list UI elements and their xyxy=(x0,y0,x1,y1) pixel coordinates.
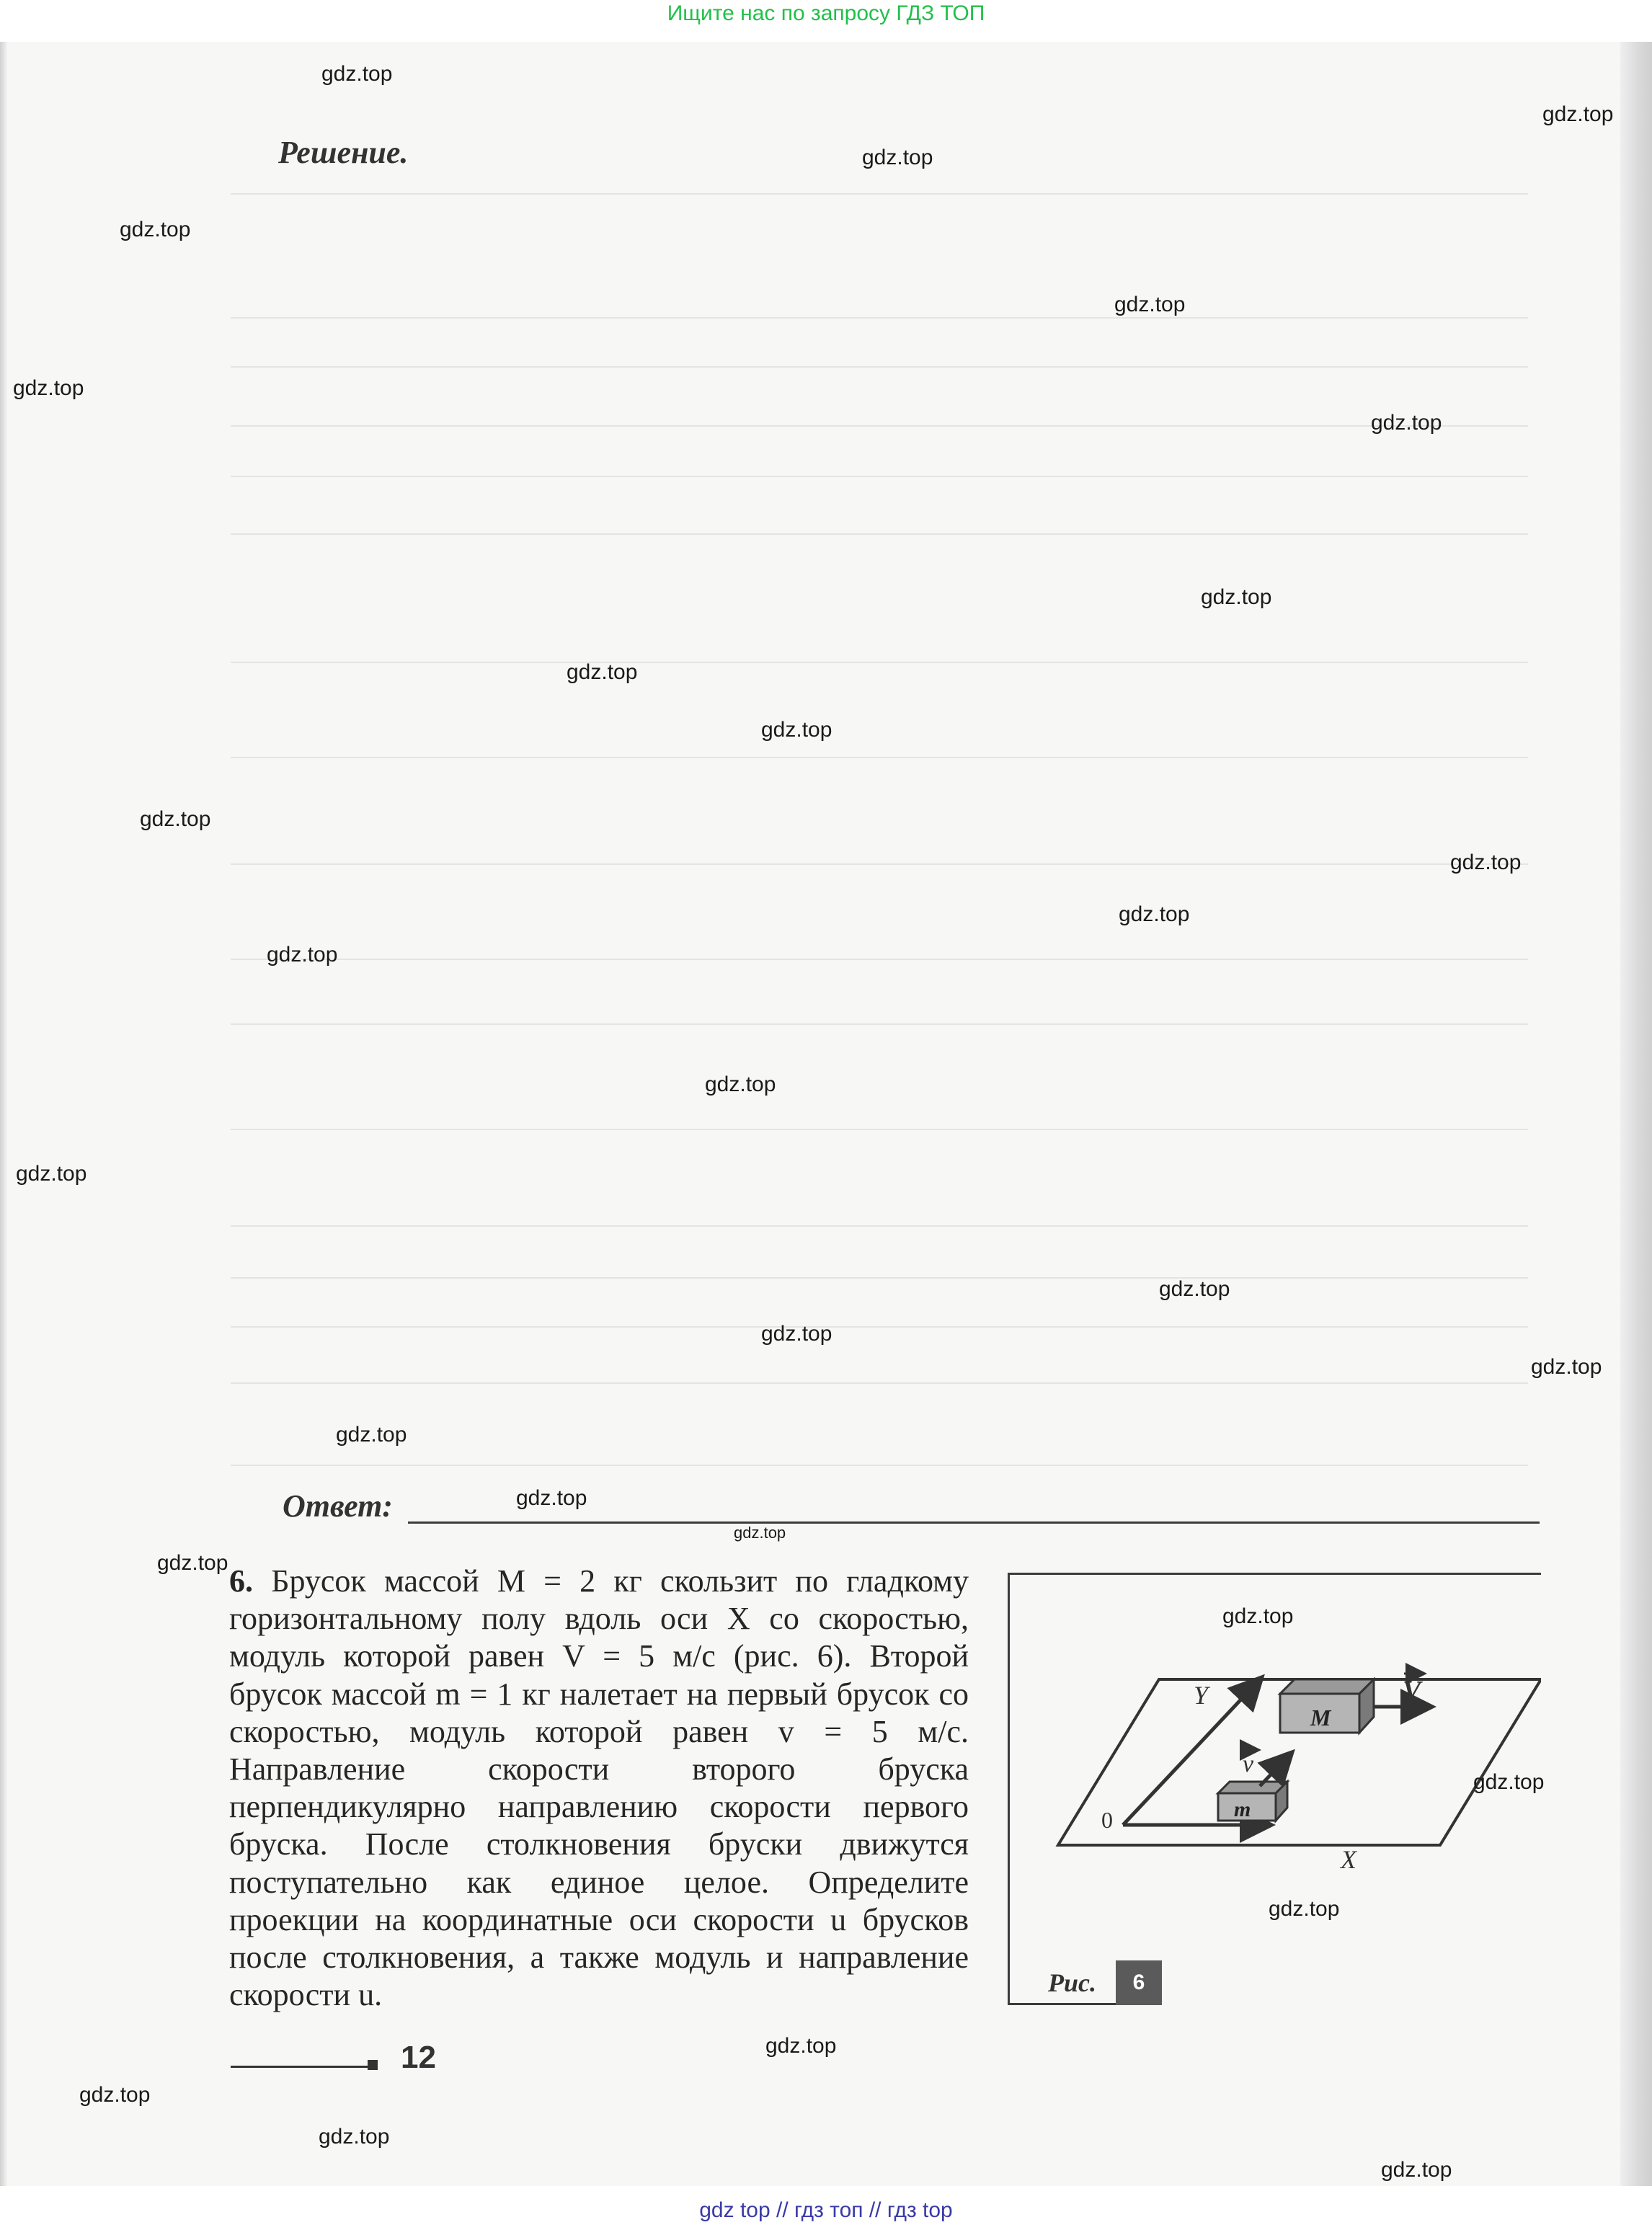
figure-6 xyxy=(1008,1573,1541,2005)
bleed-through-line xyxy=(231,1465,1528,1466)
bleed-through-line xyxy=(231,193,1528,195)
scan-right-edge xyxy=(1620,42,1652,2186)
bleed-through-line xyxy=(231,366,1528,368)
bleed-through-line xyxy=(231,1129,1528,1130)
block-big-label: M xyxy=(1310,1705,1331,1731)
watermark: gdz.top xyxy=(705,1072,776,1096)
bleed-through-line xyxy=(231,1382,1528,1384)
bleed-through-line xyxy=(231,1326,1528,1328)
watermark: gdz.top xyxy=(1531,1355,1602,1379)
watermark: gdz.top xyxy=(157,1551,228,1575)
watermark: gdz.top xyxy=(1269,1897,1340,1921)
watermark: gdz.top xyxy=(120,218,191,241)
problem-6 xyxy=(229,1563,969,2014)
bleed-through-line xyxy=(231,425,1528,427)
watermark: gdz.top xyxy=(336,1423,407,1447)
scan-left-edge xyxy=(0,42,7,2186)
origin-label: 0 xyxy=(1101,1807,1113,1833)
bleed-through-line xyxy=(231,317,1528,319)
page-number-rule xyxy=(231,2066,368,2068)
watermark: gdz.top xyxy=(267,943,338,967)
watermark: gdz.top xyxy=(321,62,393,86)
bleed-through-line xyxy=(231,1023,1528,1025)
bleed-through-line xyxy=(231,959,1528,960)
watermark: gdz.top xyxy=(1473,1770,1545,1794)
answer-line xyxy=(408,1522,1540,1524)
velocity-big-label: V xyxy=(1403,1676,1421,1706)
footer-banner[interactable]: gdz top // гдз топ // гдз top xyxy=(699,2198,953,2222)
watermark: gdz.top xyxy=(13,376,84,400)
watermark: gdz.top xyxy=(516,1486,587,1510)
watermark: gdz.top xyxy=(761,718,832,742)
bleed-through-line xyxy=(231,1225,1528,1227)
watermark: gdz.top xyxy=(765,2034,837,2058)
watermark: gdz.top xyxy=(1222,1604,1294,1628)
block-small xyxy=(1218,1782,1287,1821)
page-number: 12 xyxy=(401,2040,436,2075)
bleed-through-line xyxy=(231,863,1528,865)
watermark: gdz.top xyxy=(140,807,211,831)
x-axis-label: X xyxy=(1341,1845,1356,1874)
bleed-through-line xyxy=(231,476,1528,477)
bleed-through-line xyxy=(231,662,1528,663)
bleed-through-line xyxy=(231,533,1528,535)
watermark: gdz.top xyxy=(1119,902,1190,926)
watermark: gdz.top xyxy=(79,2083,151,2107)
velocity-small-label: v xyxy=(1243,1751,1254,1777)
watermark: gdz.top xyxy=(1542,102,1614,126)
y-axis-label: Y xyxy=(1194,1681,1209,1710)
figure-number-badge: 6 xyxy=(1116,1960,1162,2005)
block-small-label: m xyxy=(1234,1798,1251,1821)
watermark: gdz.top xyxy=(1159,1277,1230,1301)
figure-caption: Рис. xyxy=(1048,1968,1096,1997)
problem-number: 6. xyxy=(229,1563,253,1599)
watermark: gdz.top xyxy=(319,2125,390,2149)
watermark: gdz.top xyxy=(1381,2158,1452,2182)
watermark: gdz.top xyxy=(1114,293,1186,316)
page-number-marker xyxy=(368,2060,378,2070)
problem-text: Брусок массой M = 2 кг скользит по гладкому горизонтальному полу вдоль оси X со скоростью, модуль которой равен V = 5 м/с (рис. 6). Второй брусок массой m = 1 кг налетает на первый брусок со скоростью, модуль которой равен v = 5 м/с. Направление скорости второго бруска перпендикулярно направлению скорости первого бруска. После столкновения бруски движутся поступательно как единое целое. Определите проекции на координатные оси скорости u брусков после столкновения, а также модуль и направление скорости u. xyxy=(229,1563,969,2013)
watermark: gdz.top xyxy=(734,1524,786,1542)
watermark: gdz.top xyxy=(1450,850,1522,874)
watermark: gdz.top xyxy=(862,146,933,169)
header-banner[interactable]: Ищите нас по запросу ГДЗ ТОП xyxy=(667,1,985,25)
bleed-through-line xyxy=(231,757,1528,758)
watermark: gdz.top xyxy=(1371,411,1442,435)
bleed-through-line xyxy=(231,1277,1528,1279)
figure-bottom-rule xyxy=(1008,2003,1123,2005)
watermark: gdz.top xyxy=(16,1162,87,1186)
watermark: gdz.top xyxy=(567,660,638,684)
solution-heading: Решение. xyxy=(278,135,409,170)
watermark: gdz.top xyxy=(761,1322,832,1346)
watermark: gdz.top xyxy=(1201,585,1272,609)
answer-label: Ответ: xyxy=(283,1488,393,1524)
